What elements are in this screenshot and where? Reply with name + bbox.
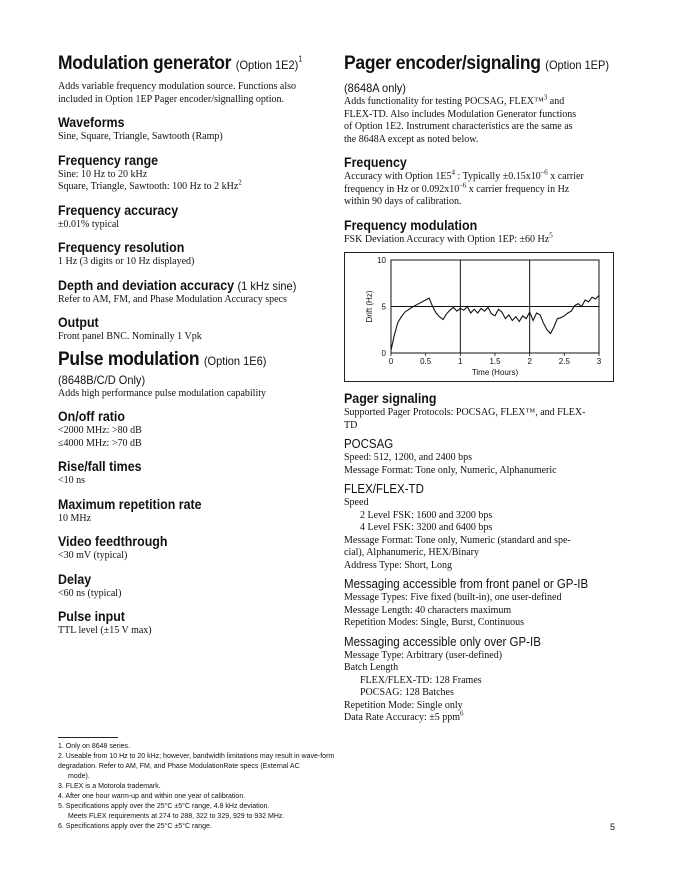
flex-4level: 4 Level FSK: 3200 and 6400 bps <box>360 522 493 533</box>
footnote-4: 4. After one hour warm-up and within one year of calibration. <box>58 793 246 800</box>
drift-chart <box>344 252 614 382</box>
drift-series-line <box>391 295 599 350</box>
gpib-pocsag: POCSAG: 128 Batches <box>360 687 454 698</box>
left-column <box>58 52 330 638</box>
delay-text: <60 ns (typical) <box>58 587 122 599</box>
footnote-2-cont2: mode). <box>68 773 90 780</box>
depth-deviation-text: Refer to AM, FM, and Phase Modulation Accuracy specs <box>58 293 287 305</box>
footnote-3: 3. FLEX is a Motorola trademark. <box>58 783 161 790</box>
y-tick-label: 0 <box>381 349 386 358</box>
frequency-resolution-text: 1 Hz (3 digits or 10 Hz displayed) <box>58 256 195 267</box>
x-tick-label: 1 <box>458 357 463 366</box>
gpib-data-rate: Data Rate Accuracy: ±5 ppm$^6$ <box>344 709 464 723</box>
front-panel-length: Message Length: 40 characters maximum <box>344 604 512 616</box>
right-column <box>344 52 616 725</box>
drift-chart-svg <box>345 253 613 381</box>
footnote-5-cont: Meets FLEX requirements at 274 to 288, 322 to 329, 929 to 932 MHz. <box>68 813 285 820</box>
front-panel-repetition: Repetition Modes: Single, Burst, Continuous <box>344 617 525 628</box>
rise-fall-text: <10 ns <box>58 475 86 486</box>
output-heading: Output <box>58 315 99 330</box>
pocsag-format: Message Format: Tone only, Numeric, Alphanumeric <box>344 464 557 476</box>
max-repetition-text: 10 MHz <box>58 512 92 524</box>
pager-model: (8648A only) <box>344 81 406 95</box>
frequency-modulation-text: FSK Deviation Accuracy with Option 1EP: ±60 Hz$^5$ <box>344 231 553 245</box>
modulation-generator-title: Modulation generator (Option 1E2)$^1$ <box>58 53 303 74</box>
delay-heading: Delay <box>58 571 92 587</box>
y-axis-label: Drift (Hz) <box>365 290 374 323</box>
flex-address: Address Type: Short, Long <box>344 559 452 571</box>
pulse-modulation-title: Pulse modulation (Option 1E6) <box>58 348 267 370</box>
frequency-range-heading: Frequency range <box>58 152 159 168</box>
footnote-5: 5. Specifications apply over the 25°C ±5°C range, 4.8 kHz deviation. <box>58 803 270 810</box>
pager-encoder-title: Pager encoder/signaling (Option 1EP) <box>344 53 610 74</box>
frequency-accuracy-heading: Frequency accuracy <box>58 202 179 218</box>
pocsag-speed: Speed: 512, 1200, and 2400 bps <box>344 452 473 463</box>
output-text: Front panel BNC. Nominally 1 Vpk <box>58 331 202 342</box>
pager-signaling-text: Supported Pager Protocols: POCSAG, FLEX™, and FLEX- TD <box>344 407 586 431</box>
pocsag-heading: POCSAG <box>344 437 394 451</box>
depth-deviation-heading: Depth and deviation accuracy (1 kHz sine) <box>58 277 297 293</box>
gpib-flex-td: FLEX/FLEX-TD: 128 Frames <box>360 674 482 686</box>
x-tick-label: 2 <box>527 357 532 366</box>
pulse-input-text: TTL level (±15 V max) <box>58 625 152 636</box>
pager-frequency-text: Accuracy with Option $1E5^4$ : Typically $\pm 0.15x10^{-6}$ x carrier frequency in Hz or $0.092x10^{-6}$ x carrier frequency in Hz within 90 days of calibration. <box>344 168 584 207</box>
gpib-only-heading: Messaging accessible only over GP-IB <box>344 634 541 649</box>
modulation-generator-desc: Adds variable frequency modulation source. Functions also included in Option 1EP Pager encoder/signalling option. <box>58 81 296 105</box>
footnote-2-cont: degradation. Refer to AM, FM, and Phase ModulationRate specs (External AC <box>58 763 300 770</box>
onoff-ratio-line1: <2000 MHz: >80 dB <box>58 425 142 436</box>
y-tick-label: 10 <box>377 256 386 265</box>
footnote-6: 6. Specifications apply over the 25°C ±5°C range. <box>58 823 212 830</box>
x-tick-label: 2.5 <box>558 357 570 366</box>
x-tick-label: 0.5 <box>420 357 432 366</box>
x-tick-label: 1.5 <box>489 357 501 366</box>
gpib-repetition-mode: Repetition Mode: Single only <box>344 699 463 711</box>
footnotes <box>58 742 358 832</box>
page-number: 5 <box>610 822 616 832</box>
video-feedthrough-text: <30 mV (typical) <box>58 550 128 561</box>
onoff-ratio-heading: On/off ratio <box>58 409 125 424</box>
waveforms-text: Sine, Square, Triangle, Sawtooth (Ramp) <box>58 131 223 142</box>
pulse-desc: Adds high performance pulse modulation capability <box>58 387 267 399</box>
frequency-modulation-heading: Frequency modulation <box>344 217 478 233</box>
footnote-divider <box>58 737 118 738</box>
frequency-accuracy-text: ±0.01% typical <box>58 218 120 230</box>
frequency-range-sine: Sine: 10 Hz to 20 kHz <box>58 168 148 180</box>
front-panel-heading: Messaging accessible from front panel or GP-IB <box>344 577 589 591</box>
flex-heading: FLEX/FLEX-TD <box>344 482 424 496</box>
pulse-input-heading: Pulse input <box>58 609 125 624</box>
x-tick-label: 0 <box>388 357 394 366</box>
pager-signaling-heading: Pager signaling <box>344 391 437 406</box>
flex-2level: 2 Level FSK: 1600 and 3200 bps <box>360 509 493 521</box>
pager-frequency-heading: Frequency <box>344 155 407 170</box>
footnote-2: 2. Useable from 10 Hz to 20 kHz; however, bandwidth limitations may result in wave-form <box>58 753 335 760</box>
footnote-1: 1. Only on 8648 series. <box>58 743 130 750</box>
pulse-models: (8648B/C/D Only) <box>58 372 146 387</box>
gpib-batch-length: Batch Length <box>344 662 399 673</box>
max-repetition-heading: Maximum repetition rate <box>58 496 202 512</box>
video-feedthrough-heading: Video feedthrough <box>58 534 168 549</box>
pager-desc: Adds functionality for testing POCSAG, FLEX™$^3$ and FLEX-TD. Also includes Modulation Generator functions of Option 1E2. Instrument characteristics are the same as the 8648A except as noted below. <box>344 93 577 145</box>
flex-format: Message Format: Tone only, Numeric (standard and spe- cial), Alphanumeric, HEX/Binary <box>344 534 571 558</box>
x-tick-label: 3 <box>596 357 602 366</box>
frequency-range-square: Square, Triangle, Sawtooth: 100 Hz to 2 kHz$^2$ <box>58 178 242 192</box>
gpib-message-type: Message Type: Arbitrary (user-defined) <box>344 649 503 661</box>
frequency-resolution-heading: Frequency resolution <box>58 240 185 255</box>
onoff-ratio-line2: ≤4000 MHz: >70 dB <box>58 437 142 449</box>
waveforms-heading: Waveforms <box>58 115 125 130</box>
rise-fall-heading: Rise/fall times <box>58 459 142 474</box>
front-panel-types: Message Types: Five fixed (built-in), one user-defined <box>344 592 562 603</box>
x-axis-label: Time (Hours) <box>471 368 519 377</box>
flex-speed: Speed <box>344 497 369 508</box>
y-tick-label: 5 <box>381 302 386 312</box>
